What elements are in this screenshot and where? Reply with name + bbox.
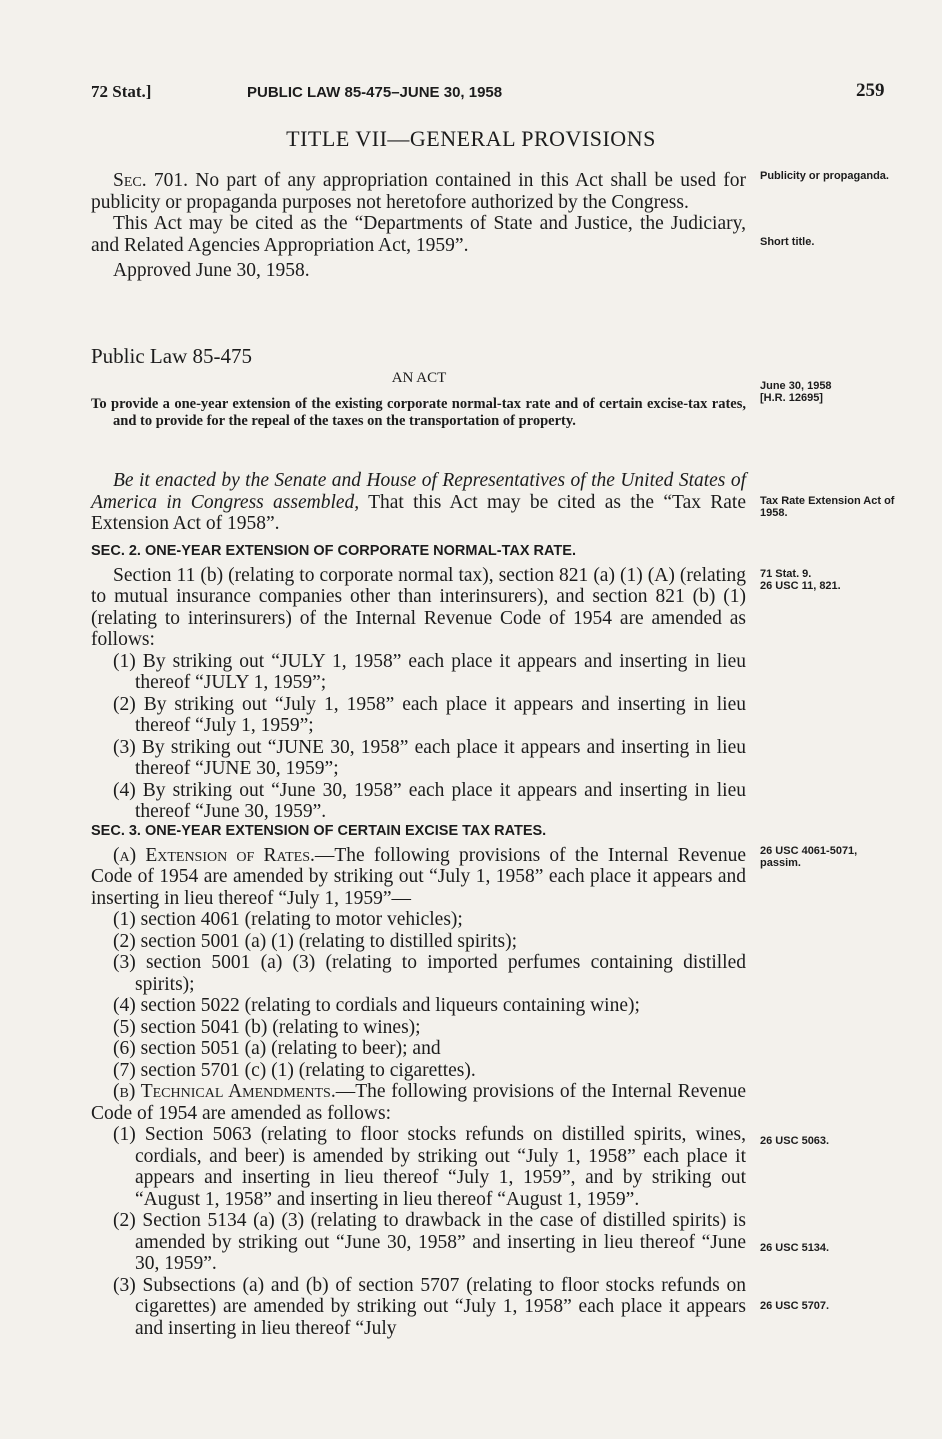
- enacting-rest: That this Act may be cited as the “Tax Rate Extension Act of 1958”.: [91, 491, 746, 534]
- sec-3-block: [91, 821, 746, 1339]
- sec-2-intro: Section 11 (b) (relating to corporate normal tax), section 821 (a) (1) (A) (relating to mutual insurance companies other than interinsurers), and section 821 (b) (1) (relating to interinsurers) of the Internal Revenue Code of 1954 are amended as follows:: [91, 564, 746, 650]
- sec-701-text: No part of any appropriation contained in this Act shall be used for publicity or propaganda purposes not heretofore authorized by the Congress.: [91, 170, 746, 213]
- approved-line: Approved June 30, 1958.: [113, 260, 310, 281]
- sec-3-b-item: (1) Section 5063 (relating to floor stocks refunds on distilled spirits, wines, cordials, and beer) is amended by striking out “July 1, 1958” each place it appears and inserting in lieu thereof “July 1, 1959”, and by striking out “August 1, 1958” and inserting in lieu thereof “August 1, 1959”.: [113, 1124, 746, 1210]
- margin-stat-line: 71 Stat. 9.: [760, 568, 812, 580]
- margin-note-usc-4061: 26 USC 4061-5071, passim.: [760, 845, 858, 869]
- sec-2-item: (2) By striking out “July 1, 1958” each place it appears and inserting in lieu thereof “July 1, 1959”;: [113, 693, 746, 736]
- margin-note-stat: [760, 568, 905, 592]
- sec-3-b-paragraph: [91, 1081, 746, 1124]
- margin-note-usc-5707: 26 USC 5707.: [760, 1300, 830, 1312]
- margin-note-short-title: Short title.: [760, 236, 815, 248]
- margin-bill-line: [H.R. 12695]: [760, 392, 823, 404]
- sec-701-block: [91, 170, 746, 282]
- sec-3-b-item: (3) Subsections (a) and (b) of section 5707 (relating to floor stocks refunds on cigarettes) are amended by striking out “July 1, 1958” each place it appears and inserting in lieu thereof “July: [113, 1274, 746, 1339]
- act-heading: AN ACT: [391, 370, 447, 386]
- sec-2-item: (1) By striking out “JULY 1, 1958” each place it appears and inserting in lieu thereof “JULY 1, 1959”;: [113, 650, 746, 693]
- header-volume: 72 Stat.]: [91, 82, 152, 101]
- sec-2-item: (4) By striking out “June 30, 1958” each place it appears and inserting in lieu thereof “June 30, 1959”.: [113, 779, 746, 822]
- short-title-paragraph: This Act may be cited as the “Departments of State and Justice, the Judiciary, and Related Agencies Appropriation Act, 1959”.: [91, 213, 746, 256]
- sec-3-b-item: (2) Section 5134 (a) (3) (relating to drawback in the case of distilled spirits) is amended by striking out “June 30, 1958” and inserting in lieu thereof “June 30, 1959”.: [113, 1210, 746, 1274]
- public-law-title: Public Law 85-475: [91, 344, 252, 368]
- sec-3-a-item: (3) section 5001 (a) (3) (relating to imported perfumes containing distilled spirits);: [113, 952, 746, 995]
- page-number: 259: [856, 80, 885, 101]
- sec-3-a-item: (6) section 5051 (a) (relating to beer); and: [113, 1038, 441, 1059]
- sec-3-b-text: —The following provisions of the Internal Revenue Code of 1954 are amended as follows:: [91, 1081, 746, 1124]
- enacting-block: [91, 470, 746, 535]
- enacting-clause: [91, 470, 746, 535]
- sec-3-a-text: —The following provisions of the Internal Revenue Code of 1954 are amended by striking out “July 1, 1958” each place it appears and inserting in lieu thereof “July 1, 1959”—: [91, 844, 746, 909]
- header-title: PUBLIC LAW 85-475–JUNE 30, 1958: [247, 84, 503, 101]
- sec-701-paragraph: [91, 170, 746, 213]
- margin-note-publicity: Publicity or propaganda.: [760, 170, 889, 182]
- margin-date-line: June 30, 1958: [760, 380, 832, 392]
- margin-note-date: [760, 380, 905, 404]
- sec-3-heading: SEC. 3. ONE-YEAR EXTENSION OF CERTAIN EXCISE TAX RATES.: [91, 823, 547, 839]
- sec-3-a-paragraph: [91, 845, 746, 910]
- enacting-italic: Be it enacted by the Senate and House of Representatives of the United States of America in Congress assembled,: [91, 470, 746, 513]
- margin-note-tax-rate: Tax Rate Extension Act of 1958.: [760, 495, 895, 519]
- margin-usc-line: 26 USC 11, 821.: [760, 580, 841, 592]
- sec-3-b-lead: (b) Technical Amendments.: [113, 1081, 336, 1102]
- margin-note-usc-5134: 26 USC 5134.: [760, 1242, 830, 1254]
- title-vii-heading: TITLE VII—GENERAL PROVISIONS: [286, 126, 656, 151]
- sec-701-lead: Sec. 701.: [113, 170, 188, 191]
- sec-3-a-item: (7) section 5701 (c) (1) (relating to cigarettes).: [113, 1059, 476, 1081]
- sec-2-block: [91, 541, 746, 823]
- margin-note-usc-5063: 26 USC 5063.: [760, 1135, 830, 1147]
- act-description-block: [91, 396, 746, 430]
- sec-3-a-item: (1) section 4061 (relating to motor vehicles);: [113, 909, 463, 930]
- sec-3-a-lead: (a) Extension of Rates.: [113, 844, 315, 866]
- sec-3-a-item: (4) section 5022 (relating to cordials and liqueurs containing wine);: [113, 995, 640, 1016]
- sec-3-a-item: (2) section 5001 (a) (1) (relating to distilled spirits);: [113, 930, 517, 952]
- sec-2-heading: SEC. 2. ONE-YEAR EXTENSION OF CORPORATE NORMAL-TAX RATE.: [91, 543, 576, 559]
- act-description: To provide a one-year extension of the existing corporate normal-tax rate and of certain excise-tax rates, and to provide for the repeal of the taxes on the transportation of property.: [91, 396, 746, 429]
- sec-3-a-item: (5) section 5041 (b) (relating to wines);: [113, 1016, 421, 1038]
- sec-2-item: (3) By striking out “JUNE 30, 1958” each place it appears and inserting in lieu thereof “JUNE 30, 1959”;: [113, 736, 746, 779]
